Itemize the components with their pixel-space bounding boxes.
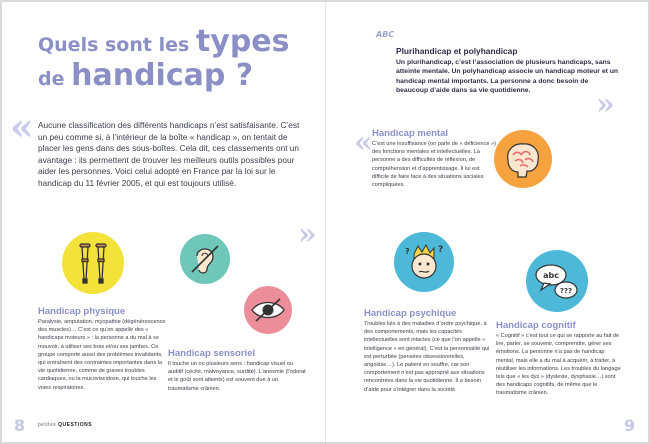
page-number-left: 8 xyxy=(14,416,26,435)
chevron-deco-icon: « xyxy=(10,104,34,149)
psychique-title: Handicap psychique xyxy=(364,308,457,319)
ear-icon xyxy=(180,234,230,284)
brain-icon xyxy=(494,130,552,188)
chevron-deco-icon: » xyxy=(298,217,317,252)
confused-face-icon xyxy=(394,232,454,292)
poly-text: Un plurihandicap, c’est l’association de plusieurs handicaps, sans atteinte mentale. Un polyhandicap associe un handicap moteur et un handicap mental importants. La personne a donc besoin de beaucoup d’aide dans sa vie quotidienne. xyxy=(396,59,619,94)
footer-logo xyxy=(38,422,92,428)
svg-text:?: ? xyxy=(438,245,444,255)
cognitif-text: « Cognitif » c’est tout ce qui se rapporte au fait de lire, parler, se souvenir, comprendre, gérer ses émotions. La personne n’a pas de handicap mental, mais elle a du mal à acquérir, à traiter, à réutiliser les informations. Les troubles du langage tels que « les dys » (dyslexie, dysphasie…) sont des handicaps cognitifs, de même que le traumatisme crânien. xyxy=(496,333,621,397)
title-emphasis: types xyxy=(195,24,290,59)
mental-text: C’est une insuffisance (on parle de « déficience ») des fonctions mentales et intellectuelles. La personne a des difficultés de réflexion, de compréhension et d’apprentissage. Il lui est difficile de faire face à des situations sociales compliquées. xyxy=(372,141,496,189)
bubble-abc-text: abc xyxy=(543,271,559,280)
bubble-q-text: ??? xyxy=(559,287,573,295)
page-fold xyxy=(325,2,326,442)
page-number-right: 9 xyxy=(624,416,636,435)
psychique-text: Troubles liés à des maladies d’ordre psychique, à des comportements, mais les capacités intellectuelles sont intactes (ce que l’on appelle « intelligence » en général). C’est la personnalité qui est perturbée (pensées obsessionnelles, angoisse…). Le patient en souffre, car son comportement n’est pas approprié aux situations rencontrées dans la vie quotidienne. Il a besoin d’aide pour s’intégrer dans la société. xyxy=(364,321,490,393)
chevron-deco-icon: » xyxy=(596,87,615,122)
title-emphasis: handicap ? xyxy=(71,58,254,93)
title-part: Quels sont les xyxy=(38,34,196,56)
footer-part: petites xyxy=(38,422,57,428)
intro-text: Aucune classification des différents handicaps n’est satisfaisante. C’est un peu comme si, à l’intérieur de la boîte « handicap », on tentait de placer les gens dans des sous-boîtes. Cela dit, ces classements ont un avantage : ils permettent de trouver les meilleurs outils possibles pour aider les personnes. Voici celui adopté en France par la loi sur le handicap du 11 février 2005, et qui est toujours utilisé. xyxy=(38,120,300,188)
title-part: de xyxy=(38,68,72,90)
cognitif-title: Handicap cognitif xyxy=(496,320,576,331)
crutches-icon xyxy=(62,232,124,294)
physique-text: Paralysie, amputation, myopathie (dégénérescence des muscles)… C’est ce qu’on appelle des « handicaps moteurs » : la personne a du mal à se mouvoir, à utiliser ses bras et/ou ses jambes. Ce groupe comporte aussi des problèmes invalidants, qui entraînent des contraintes importantes dans la vie quotidienne, comme de graves troubles cardiaques, ou la mucoviscidose, qui touche les voies respiratoires. xyxy=(38,319,166,391)
page-title-line1 xyxy=(38,24,290,59)
sensoriel-text: Il touche un ou plusieurs sens : handicap visuel ou auditif (cécité, malvoyance, surdité). L’anosmie (l’odorat et le goût sont atteints) est souvent due à un traumatisme crânien. xyxy=(168,361,306,392)
speech-bubbles-icon xyxy=(526,250,588,312)
physique-title: Handicap physique xyxy=(38,306,126,317)
poly-title: Plurihandicap et polyhandicap xyxy=(396,46,518,56)
abc-deco: ABC xyxy=(376,30,395,39)
magazine-spread xyxy=(2,2,648,442)
footer-brand: QUESTIONS xyxy=(58,422,93,428)
eye-icon xyxy=(244,286,292,334)
page-title-line2 xyxy=(38,58,253,93)
svg-text:?: ? xyxy=(405,247,410,256)
chevron-deco-icon: « xyxy=(354,125,373,160)
sensoriel-title: Handicap sensoriel xyxy=(168,348,256,359)
mental-title: Handicap mental xyxy=(372,128,449,139)
